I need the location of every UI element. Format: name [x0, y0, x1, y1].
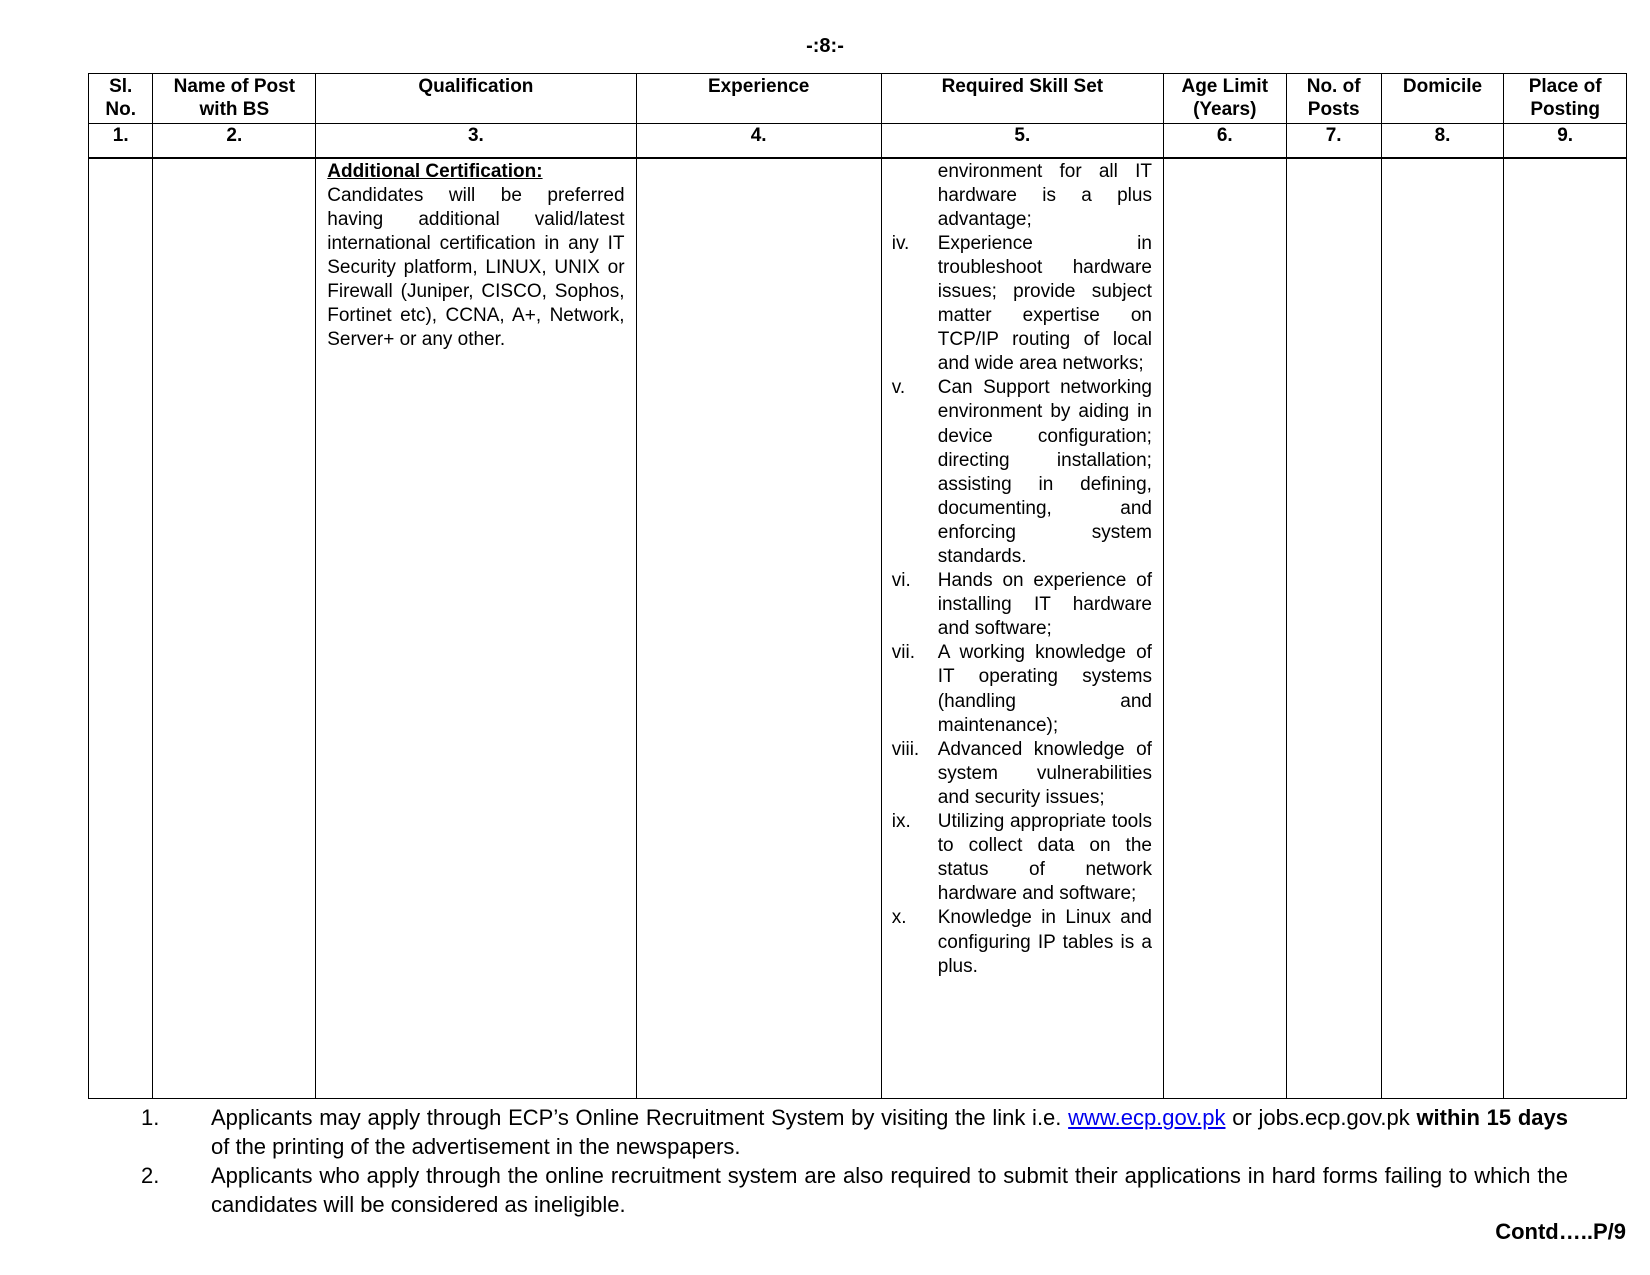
cell-sl-no [89, 158, 153, 1099]
note-item: 2. Applicants who apply through the online recruitment system are also required to submit their applications in hard forms failing to which the candidates will be considered as ineligible. [141, 1163, 1568, 1217]
table-header-row [89, 74, 1627, 124]
skill-item: x. Knowledge in Linux and configuring IP tables is a plus. [891, 907, 1152, 977]
header-sl-no: Sl. No. [89, 74, 153, 124]
table-row [89, 158, 1627, 1099]
header-place-of-posting: Place of Posting [1504, 74, 1627, 124]
column-number-row [89, 124, 1627, 158]
column-number: 7. [1286, 124, 1381, 158]
header-age-limit: Age Limit (Years) [1163, 74, 1286, 124]
column-number: 5. [881, 124, 1163, 158]
skill-item-continued: environment for all IT hardware is a plus advantage; [937, 160, 1152, 230]
cell-experience [636, 158, 881, 1099]
header-required-skill-set: Required Skill Set [881, 74, 1163, 124]
cell-required-skill-set [881, 158, 1163, 1099]
cell-place-of-posting [1504, 158, 1627, 1099]
cell-domicile [1381, 158, 1504, 1099]
column-number: 1. [89, 124, 153, 158]
continued-marker: Contd…..P/9 [1495, 1219, 1626, 1244]
cell-age-limit [1163, 158, 1286, 1099]
additional-certification-text: Candidates will be preferred having additional valid/latest international certification in any IT Security platform, LINUX, UNIX or Firewall (Juniper, CISCO, Sophos, Fortinet etc), CCNA, A+, Network, Server+ or any other. [327, 184, 625, 351]
header-experience: Experience [636, 74, 881, 124]
column-number: 2. [153, 124, 316, 158]
notes-list [88, 1104, 1568, 1220]
column-number: 4. [636, 124, 881, 158]
deadline-text: within 15 days [1416, 1105, 1569, 1130]
skill-item: iv. Experience in troubleshoot hardware issues; provide subject matter expertise on TCP/IP routing of local and wide area networks; [891, 232, 1152, 375]
header-domicile: Domicile [1381, 74, 1504, 124]
skill-item: v. Can Support networking environment by aiding in device configuration; directing installation; assisting in defining, documenting, and enforcing system standards. [891, 377, 1152, 567]
page-number: -:8:- [806, 35, 844, 57]
note-item: 1. Applicants may apply through ECP’s Online Recruitment System by visiting the link i.e. www.ecp.gov.pk or jobs.ecp.gov.pk within 15 days of the printing of the advertisement in the newspapers. [141, 1105, 1569, 1159]
column-number: 3. [316, 124, 636, 158]
cell-name-of-post [153, 158, 316, 1099]
skill-item: vi. Hands on experience of installing IT hardware and software; [891, 570, 1152, 640]
column-number: 8. [1381, 124, 1504, 158]
cell-no-of-posts [1286, 158, 1381, 1099]
skill-item: ix. Utilizing appropriate tools to collect data on the status of network hardware and software; [891, 811, 1152, 905]
skill-item: viii. Advanced knowledge of system vulnerabilities and security issues; [891, 738, 1152, 808]
header-qualification: Qualification [316, 74, 636, 124]
column-number: 6. [1163, 124, 1286, 158]
header-name-of-post: Name of Post with BS [153, 74, 316, 124]
cell-qualification [316, 158, 636, 1099]
ecp-website-link[interactable]: www.ecp.gov.pk [1068, 1105, 1226, 1130]
column-number: 9. [1504, 124, 1627, 158]
header-no-of-posts: No. of Posts [1286, 74, 1381, 124]
recruitment-table [88, 73, 1627, 1099]
skill-item: vii. A working knowledge of IT operating systems (handling and maintenance); [891, 642, 1152, 736]
additional-certification-heading: Additional Certification: [327, 160, 543, 182]
